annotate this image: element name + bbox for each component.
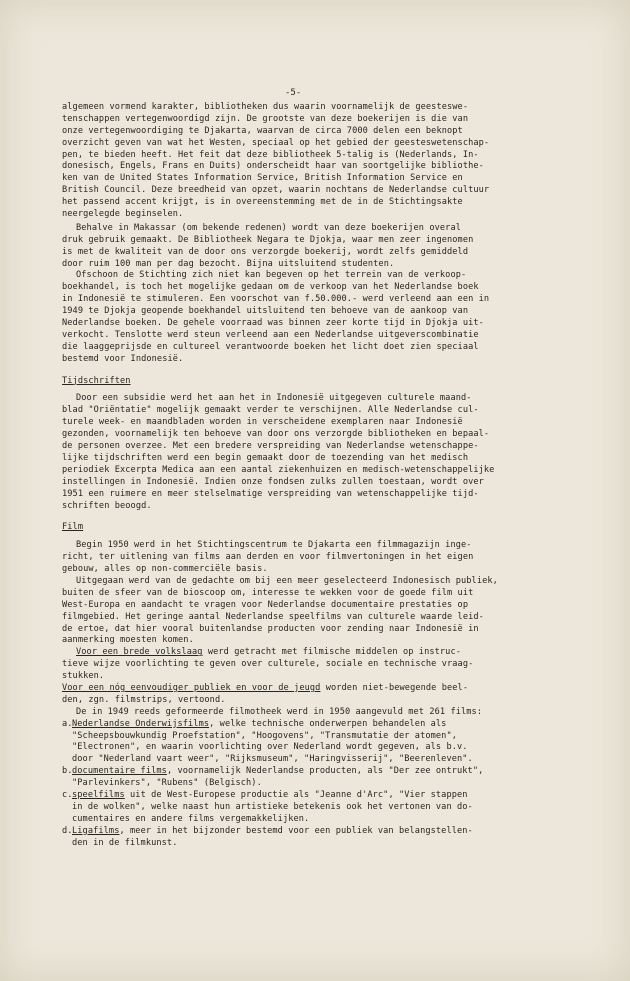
text-line: gebouw, alles op non-commerciële basis. xyxy=(62,564,268,575)
text-line: den in de filmkunst. xyxy=(72,837,178,848)
list-marker: b. xyxy=(62,766,73,777)
text-span: , voornamelijk Nederlandse producten, als "Der zee ontrukt", xyxy=(166,766,484,777)
list-item xyxy=(62,766,602,778)
text-line: druk gebruik gemaakt. De Bibliotheek Negara te Djokja, waar men zeer ingenomen xyxy=(62,234,474,245)
text-line: in Indonesië te stimuleren. Een voorschot van f.50.000.- werd verleend aan een in xyxy=(62,294,490,305)
text-line: schriften beoogd. xyxy=(62,500,152,511)
underlined-phrase: Nederlandse Onderwijsfilms xyxy=(72,718,210,729)
text-line: stukken. xyxy=(62,671,105,682)
text-line: den, zgn. filmstrips, vertoond. xyxy=(62,694,226,705)
text-line: richt, ter uitlening van films aan derden en voor filmvertoningen in het eigen xyxy=(62,552,474,563)
text-line: Nederlandse boeken. De gehele voorraad was binnen zeer korte tijd in Djokja uit- xyxy=(62,318,484,329)
text-line: onze vertegenwoordiging te Djakarta, waarvan de circa 7000 delen een beknopt xyxy=(62,125,463,136)
text-line: het passend accent krijgt, is in overeenstemming met de in de Stichtingsakte xyxy=(62,197,463,208)
list-item xyxy=(62,718,602,731)
paragraph-makassar xyxy=(62,223,602,271)
underlined-phrase: Ligafilms xyxy=(72,825,120,836)
section-heading-film: Film xyxy=(62,522,84,533)
text-line: Begin 1950 werd in het Stichtingscentrum te Djakarta een filmmagazijn inge- xyxy=(76,540,472,551)
underlined-phrase: Voor een brede volkslaag xyxy=(76,647,203,658)
text-line: Uitgegaan werd van de gedachte om bij een meer geselecteerd Indonesisch publiek, xyxy=(76,575,498,586)
text-line: tenschappen vertegenwoordigd zijn. De grootste van deze boekerijen is die van xyxy=(62,113,469,124)
text-line: West-Europa en aandacht te vragen voor Nederlandse documentaire prestaties op xyxy=(62,599,469,610)
text-span: , meer in het bijzonder bestemd voor een publiek van belangstellen- xyxy=(119,825,473,836)
text-line: British Council. Deze breedheid van opzet, waarin nochtans de Nederlandse cultuur xyxy=(62,185,490,196)
text-line: gezonden, voornamelijk ten behoeve van door ons verzorgde bibliotheken en bepaal- xyxy=(62,429,490,440)
text-line: Door een subsidie werd het aan het in Indonesië uitgegeven culturele maand- xyxy=(76,393,472,404)
underlined-phrase: documentaire films xyxy=(72,766,167,777)
text-line: verkocht. Tenslotte werd steun verleend aan een Nederlandse uitgeverscombinatie xyxy=(62,329,479,340)
text-span: , welke technische onderwerpen behandelen als xyxy=(209,718,447,729)
text-line: Ofschoon de Stichting zich niet kan begeven op het terrein van de verkoop- xyxy=(76,270,467,281)
paragraph-filmotheek: De in 1949 reeds geformeerde filmotheek werd in 1950 aangevuld met 261 films: xyxy=(76,706,483,717)
text-span: uit de West-Europese productie als "Jeanne d'Arc", "Vier stappen xyxy=(124,789,468,800)
text-line xyxy=(62,683,602,695)
text-line: periodiek Excerpta Medica aan een aantal ziekenhuizen en medisch-wetenschappelijke xyxy=(62,464,495,475)
text-line: de ertoe, dat hier vooral buitenlandse producten voor zending naar Indonesië in xyxy=(62,623,479,634)
text-line: blad "Oriëntatie" mogelijk gemaakt verder te verschijnen. Alle Nederlandse cul- xyxy=(62,405,479,416)
text-line: neergelegde beginselen. xyxy=(62,209,184,220)
document-body xyxy=(62,102,602,849)
text-line: instellingen in Indonesië. Indien onze fondsen zulks zullen toestaan, wordt over xyxy=(62,476,484,487)
paragraph-film-depot xyxy=(62,540,602,576)
text-line: 1949 te Djokja geopende boekhandel uitsluitend ten behoeve van de aankoop van xyxy=(62,306,469,317)
text-line: "Electronen", en waarin voorlichting over Nederland wordt gegeven, als b.v. xyxy=(72,742,468,753)
text-line: is met de kwaliteit van de door ons verzorgde boekerij, wordt zelfs gemiddeld xyxy=(62,246,469,257)
text-line: Behalve in Makassar (om bekende redenen) wordt van deze boekerijen overal xyxy=(76,222,461,233)
text-line: algemeen vormend karakter, bibliotheken dus waarin voornamelijk de geesteswe- xyxy=(62,102,469,112)
text-line: buiten de sfeer van de bioscoop om, interesse te wekken voor de goede film uit xyxy=(62,587,474,598)
paragraph-film-purpose xyxy=(62,576,602,647)
text-line: die laaggeprijsde en cultureel verantwoorde boeken het licht doet zien speciaal xyxy=(62,341,479,352)
paragraph-simpler-audience xyxy=(62,683,602,707)
paragraph-broad-audience xyxy=(62,647,602,683)
text-line: donesisch, Engels, Frans en Duits) onderscheidt haar van soortgelijke bibliothe- xyxy=(62,161,484,172)
text-line: 1951 een ruimere en meer stelselmatige verspreiding van wetenschappelijke tijd- xyxy=(62,488,479,499)
text-line: de personen overzee. Met een bredere verspreiding van Nederlandse wetenschappe- xyxy=(62,441,479,452)
text-line: boekhandel, is toch het mogelijke gedaan om de verkoop van het Nederlandse boek xyxy=(62,282,479,293)
text-line: door ruim 100 man per dag bezocht. Bijna uitsluitend studenten. xyxy=(62,258,395,269)
text-line: filmgebied. Het geringe aantal Nederlandse speelfilms van culturele waarde leid- xyxy=(62,611,484,622)
underlined-phrase: speelfilms xyxy=(72,789,125,800)
list-marker: a. xyxy=(62,718,73,729)
text-line: lijke tijdschriften werd een begin gemaakt door de toezending van het medisch xyxy=(62,452,469,463)
text-span: werd getracht met filmische middelen op instruc- xyxy=(202,647,461,658)
text-line: ken van de United States Information Service, British Information Service en xyxy=(62,173,463,184)
paragraph-bookshop xyxy=(62,270,602,365)
text-line xyxy=(62,647,602,659)
list-item xyxy=(62,825,602,838)
text-line: in de wolken", welke naast hun artistieke betekenis ook het vertonen van do- xyxy=(72,801,473,812)
text-line: pen, te bieden heeft. Het feit dat deze bibliotheek 5-talig is (Nederlands, In- xyxy=(62,149,479,160)
text-line: aanmerking moesten komen. xyxy=(62,635,194,646)
list-item xyxy=(62,789,602,802)
text-line: turele week- en maandbladen worden in verscheidene exemplaren naar Indonesië xyxy=(62,417,463,428)
paragraph-periodicals xyxy=(62,393,602,512)
page-number: -5- xyxy=(285,88,302,98)
text-line: tieve wijze voorlichting te geven over culturele, sociale en technische vraag- xyxy=(62,659,474,670)
text-span: worden niet-bewegende beel- xyxy=(320,682,469,693)
text-line: "Parlevinkers", "Rubens" (Belgisch). xyxy=(72,778,262,789)
underlined-phrase: Voor een nóg eenvoudiger publiek en voor de jeugd xyxy=(62,682,321,693)
paragraph-libraries xyxy=(62,102,602,221)
list-marker: c. xyxy=(62,789,73,800)
section-heading-tijdschriften: Tijdschriften xyxy=(62,375,131,386)
film-list xyxy=(62,719,602,850)
list-marker: d. xyxy=(62,825,73,836)
text-line: bestemd voor Indonesië. xyxy=(62,353,184,364)
text-line: overzicht geven van wat het Westen, speciaal op het gebied der geesteswetenschap- xyxy=(62,137,490,148)
text-line: cumentaires en andere films vergemakkelijken. xyxy=(72,813,310,824)
text-line: "Scheepsbouwkundig Proefstation", "Hoogovens", "Transmutatie der atomen", xyxy=(72,730,457,741)
text-line: door "Nederland vaart weer", "Rijksmuseum", "Haringvisserij", "Beerenleven". xyxy=(72,754,473,765)
